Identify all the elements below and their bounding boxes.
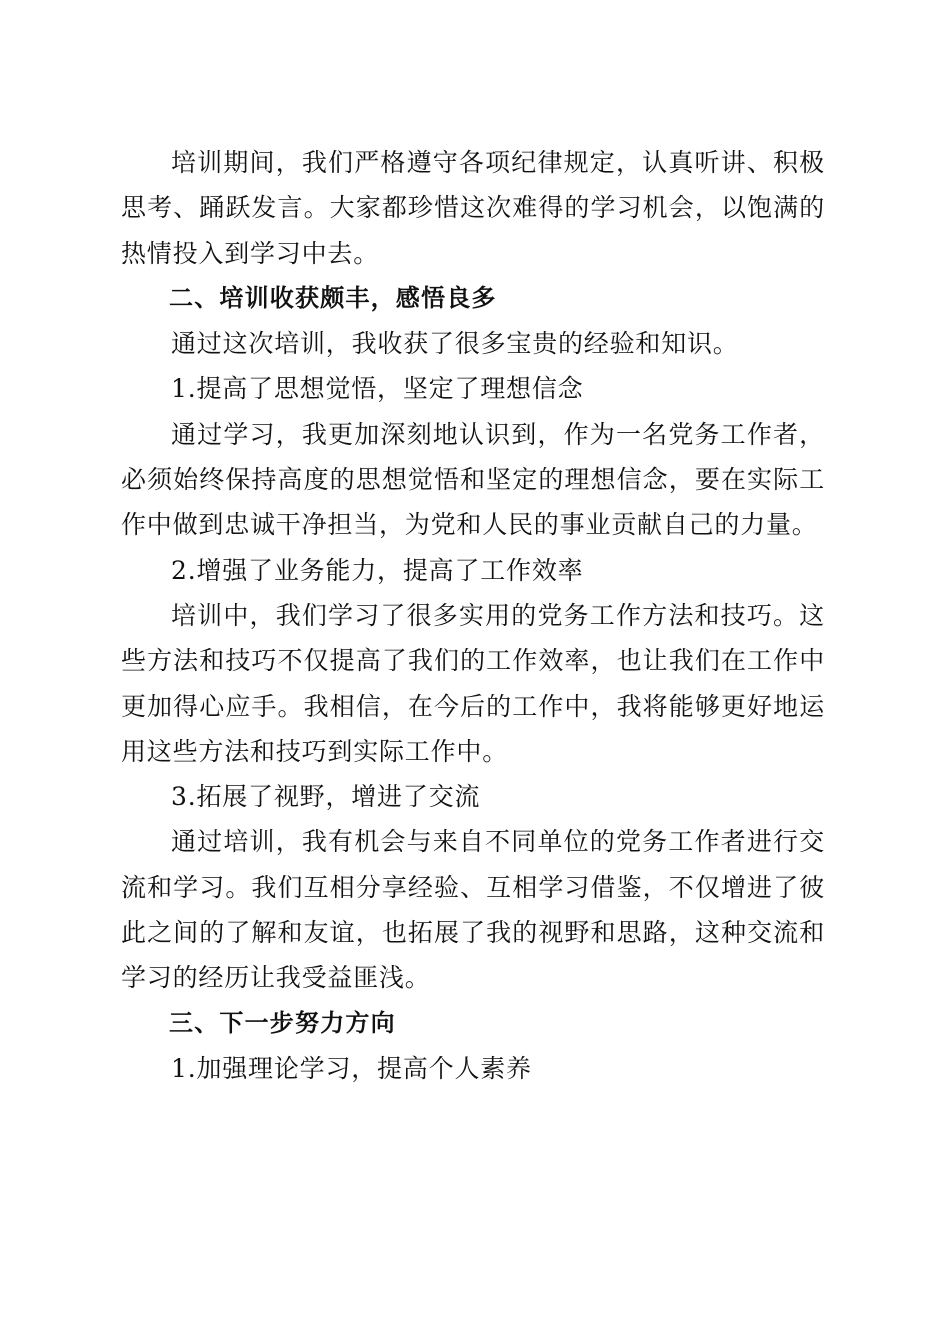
subheading-ability: 2.增强了业务能力，提高了工作效率 xyxy=(171,555,584,585)
paragraph-gains-intro: 通过这次培训，我收获了很多宝贵的经验和知识。 xyxy=(171,329,739,359)
section-heading-gains: 二、培训收获颇丰，感悟良多 xyxy=(169,283,497,312)
subheading-awareness: 1.提高了思想觉悟，坚定了理想信念 xyxy=(171,374,584,404)
subheading-horizons: 3.拓展了视野，增进了交流 xyxy=(171,782,481,812)
subheading-theory-study: 1.加强理论学习，提高个人素养 xyxy=(171,1053,532,1083)
paragraph-ability: 培训中，我们学习了很多实用的党务工作方法和技巧。这些方法和技巧不仅提高了我们的工作效率，也让我们在工作中更加得心应手。我相信，在今后的工作中，我将能够更好地运用这些方法和技巧到实际工作中。 xyxy=(121,600,825,766)
paragraph-horizons: 通过培训，我有机会与来自不同单位的党务工作者进行交流和学习。我们互相分享经验、互相学习借鉴，不仅增进了彼此之间的了解和友谊，也拓展了我的视野和思路，这种交流和学习的经历让我受益匪浅。 xyxy=(121,827,825,993)
section-heading-next-steps: 三、下一步努力方向 xyxy=(169,1008,396,1037)
document-body xyxy=(121,140,825,1091)
paragraph-awareness: 通过学习，我更加深刻地认识到，作为一名党务工作者，必须始终保持高度的思想觉悟和坚定的理想信念，要在实际工作中做到忠诚干净担当，为党和人民的事业贡献自己的力量。 xyxy=(121,419,825,540)
paragraph-training-discipline: 培训期间，我们严格遵守各项纪律规定，认真听讲、积极思考、踊跃发言。大家都珍惜这次难得的学习机会，以饱满的热情投入到学习中去。 xyxy=(121,148,825,268)
